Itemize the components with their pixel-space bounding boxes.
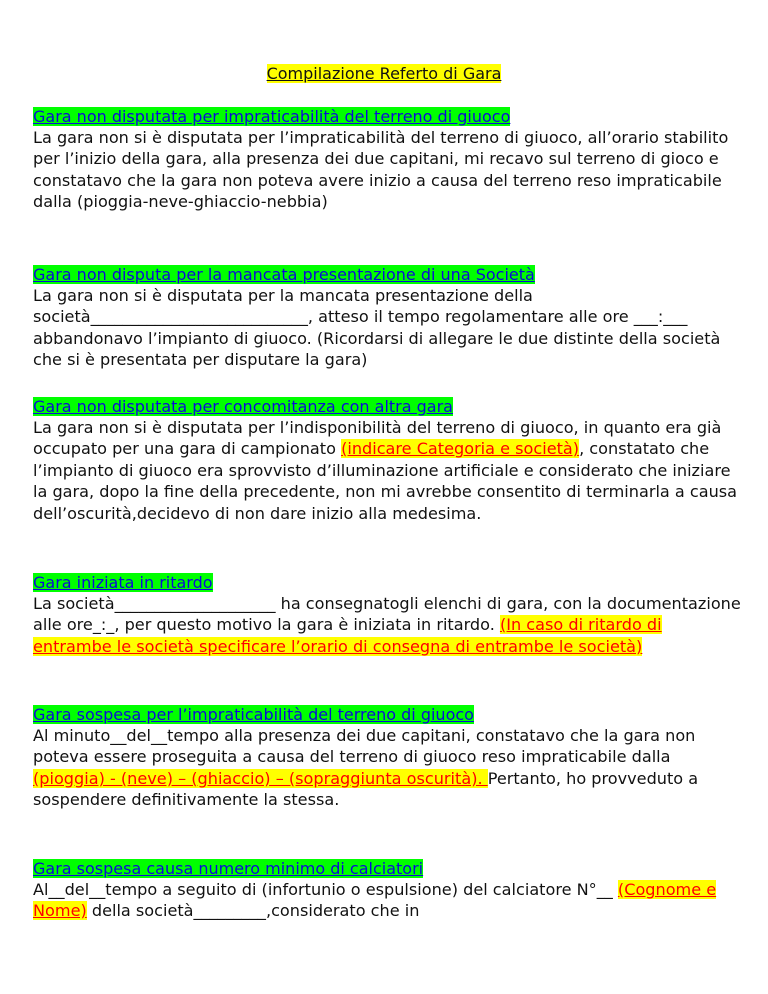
section-body: [33, 417, 745, 524]
section-6: [33, 859, 745, 922]
section-body: La gara non si è disputata per l’impraticabilità del terreno di giuoco, all’orario stabilito per l’inizio della gara, alla presenza dei due capitani, mi recavo sul terreno di gioco e constatavo che la gara non poteva avere inizio a causa del terreno reso impraticabile dalla (pioggia-neve-ghiaccio-nebbia): [33, 128, 729, 212]
section-heading: [33, 107, 745, 127]
body-text: della società_________,considerato che in: [86, 901, 420, 921]
section-heading: [33, 397, 745, 417]
highlighted-note: (In caso di ritardo di entrambe le società specificare l’orario di consegna di entrambe le società): [33, 615, 662, 656]
section-heading-text: Gara non disputa per la mancata presentazione di una Società: [33, 265, 535, 284]
section-body: [33, 879, 745, 922]
body-text: Al minuto__del__tempo alla presenza dei due capitani, constatavo che la gara non poteva essere proseguita a causa del terreno di giuoco reso impraticabile dalla: [33, 726, 696, 767]
section-heading-text: Gara iniziata in ritardo: [33, 573, 213, 592]
section-5: [33, 705, 745, 811]
body-text: La gara non si è disputata per l’indisponibilità del terreno di giuoco, in quanto era già occupato per una gara di campionato: [33, 418, 722, 459]
body-text: Al__del__tempo a seguito di (infortunio o espulsione) del calciatore N°__: [33, 880, 618, 899]
section-1: [33, 107, 745, 213]
section-heading-text: Gara non disputata per impraticabilità del terreno di giuoco: [33, 107, 511, 126]
body-text: La società____________________ ha consegnatogli elenchi di gara, con la documentazione alle ore_:_, per questo motivo la gara è iniziata in ritardo.: [33, 594, 741, 635]
highlighted-note: (Cognome e Nome): [33, 880, 717, 921]
document-title: [0, 64, 768, 84]
highlighted-note: (indicare Categoria e società): [341, 439, 580, 459]
section-body: [33, 593, 745, 657]
section-heading-text: Gara non disputata per concomitanza con altra gara: [33, 397, 453, 416]
section-heading-text: Gara sospesa causa numero minimo di calciatori: [33, 859, 424, 878]
section-heading: [33, 705, 745, 725]
document-title-text: Compilazione Referto di Gara: [266, 64, 502, 83]
section-heading-text: Gara sospesa per l’impraticabilità del terreno di giuoco: [33, 705, 474, 724]
section-body: [33, 725, 745, 811]
highlighted-note: (pioggia) - (neve) – (ghiaccio) – (sopraggiunta oscurità).: [33, 768, 488, 788]
section-heading: [33, 859, 745, 879]
section-2: [33, 265, 745, 371]
body-text: Pertanto, ho provveduto a sospendere definitivamente la stessa.: [33, 768, 699, 810]
section-heading: [33, 265, 745, 285]
section-3: [33, 397, 745, 524]
section-body: La gara non si è disputata per la mancata presentazione della società___________________________, atteso il tempo regolamentare alle ore ___:___ abbandonavo l’impianto di giuoco. (Ricordarsi di allegare le due distinte della società che si è presentata per disputare la gara): [33, 286, 721, 370]
body-text: , constatato che l’impianto di giuoco era sprovvisto d’illuminazione artificiale e considerato che iniziare la gara, dopo la fine della precedente, non mi avrebbe consentito di terminarla a causa dell’oscurità,decidevo di non dare inizio alla medesima.: [33, 439, 738, 523]
section-4: [33, 573, 745, 657]
section-heading: [33, 573, 745, 593]
